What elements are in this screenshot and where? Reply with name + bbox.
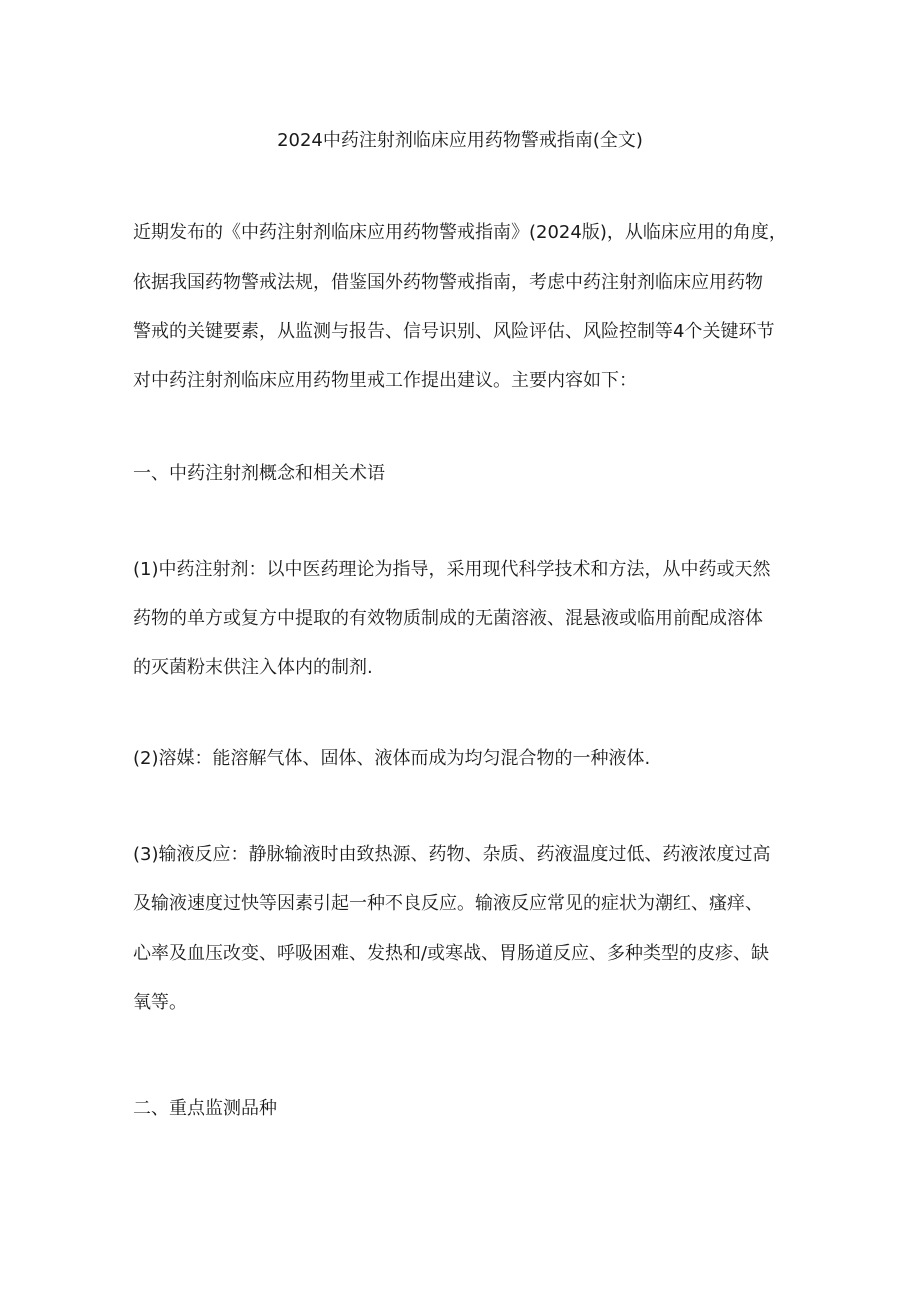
intro-paragraph: [133, 220, 787, 394]
document-title: 2024中药注射剂临床应用药物警戒指南(全文): [277, 130, 643, 151]
term-line: 药物的单方或复方中提取的有效物质制成的无菌溶液、混悬液或临用前配成溶体: [133, 608, 763, 629]
term-line: (2)溶媒：能溶解气体、固体、液体而成为均匀混合物的一种液体.: [133, 748, 651, 769]
term-line: 及输液速度过快等因素引起一种不良反应。输液反应常见的症状为潮红、瘙痒、: [133, 893, 763, 914]
term-3-paragraph: [133, 842, 771, 1016]
section-heading-text: 二、重点监测品种: [133, 1098, 277, 1119]
term-line: 心率及血压改变、呼吸困难、发热和/或寒战、胃肠道反应、多种类型的皮疹、缺: [133, 943, 770, 964]
term-1-paragraph: [133, 557, 771, 681]
intro-line: 依据我国药物警戒法规，借鉴国外药物警戒指南，考虑中药注射剂临床应用药物: [133, 272, 763, 293]
intro-line: 对中药注射剂临床应用药物里戒工作提出建议。主要内容如下：: [133, 370, 637, 391]
section-1-heading: [133, 461, 385, 487]
term-2-paragraph: [133, 746, 650, 772]
term-line: 氧等。: [133, 992, 187, 1013]
section-2-heading: [133, 1096, 277, 1122]
term-line: (1)中药注射剂：以中医药理论为指导，采用现代科学技术和方法，从中药或天然: [133, 559, 771, 580]
term-line: 的灭菌粉末供注入体内的制剂.: [133, 657, 373, 678]
term-line: (3)输液反应：静脉输液时由致热源、药物、杂质、药液温度过低、药液浓度过高: [133, 844, 771, 865]
section-heading-text: 一、中药注射剂概念和相关术语: [133, 463, 385, 484]
intro-line: 近期发布的《中药注射剂临床应用药物警戒指南》(2024版)，从临床应用的角度，: [133, 222, 787, 243]
intro-line: 警戒的关键要素，从监测与报告、信号识别、风险评估、风险控制等4个关键环节: [133, 321, 775, 342]
